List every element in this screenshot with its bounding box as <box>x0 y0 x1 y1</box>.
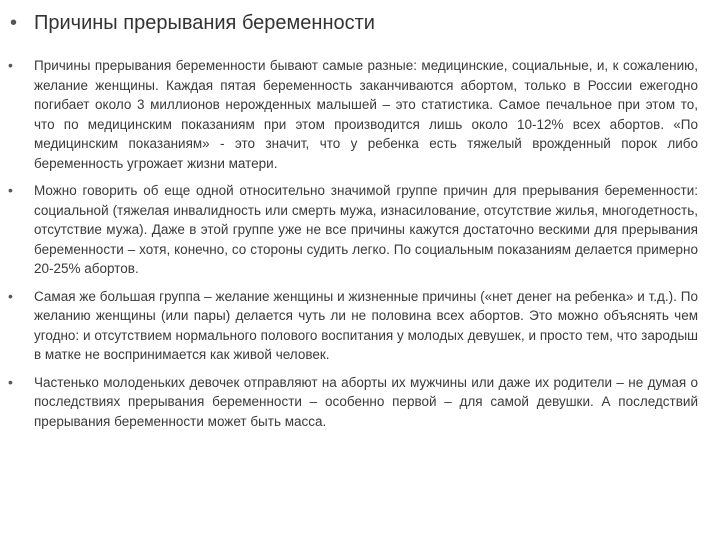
slide-title <box>10 10 698 36</box>
slide-title-text: Причины прерывания беременности <box>34 12 375 34</box>
bullet-item-young-girls <box>10 373 698 432</box>
bullet-icon: • <box>8 57 13 73</box>
bullet-text: Самая же большая группа – желание женщины и жизненные причины («нет денег на ребенка» и т.д.). По желанию женщины (или пары) делается чуть ли не половина всех абортов. Это можно объяснять чем угодно: и отсутствием нормального полового воспитания у молодых девушек, и просто тем, что зародыш в матке не воспринимается как живой человек. <box>34 288 698 362</box>
bullet-icon: • <box>8 287 13 304</box>
bullet-icon: • <box>10 12 18 34</box>
bullet-list <box>10 10 698 431</box>
bullet-text: Причины прерывания беременности бывают самые разные: медицинские, социальные, и, к сожалению, желание женщины. Каждая пятая беременность заканчиваются абортом, только в России ежегодно погибает около 3 миллионов нерожденных малышей – это статистика. Самое печальное при этом то, что по медицинским показаниям при этом производится лишь около 10-12% всех абортов. «По медицинским показаниям» - это значит, что у ребенка есть тяжелый врожденный порок либо беременность угрожает жизни матери. <box>34 58 698 171</box>
bullet-text: Частенько молоденьких девочек отправляют на аборты их мужчины или даже их родители – не думая о последствиях прерывания беременности – особенно первой – для самой девушки. А последствий прерывания беременности может быть масса. <box>34 374 698 429</box>
bullet-item-womans-wish <box>10 287 698 365</box>
bullet-text: Можно говорить об еще одной относительно значимой группе причин для прерывания беременности: социальной (тяжелая инвалидность или смерть мужа, изнасилование, отсутствие жилья, многодетность, отсутствие мужа). Даже в этой группе уже не все причины кажутся достаточно вескими для прерывания беременности – хотя, конечно, со стороны судить легко. По социальным показаниям делается примерно 20-25% абортов. <box>34 183 698 276</box>
bullet-icon: • <box>8 182 13 198</box>
bullet-icon: • <box>8 373 13 390</box>
bullet-item-medical-reasons <box>10 56 698 173</box>
bullet-item-social-reasons <box>10 181 698 279</box>
